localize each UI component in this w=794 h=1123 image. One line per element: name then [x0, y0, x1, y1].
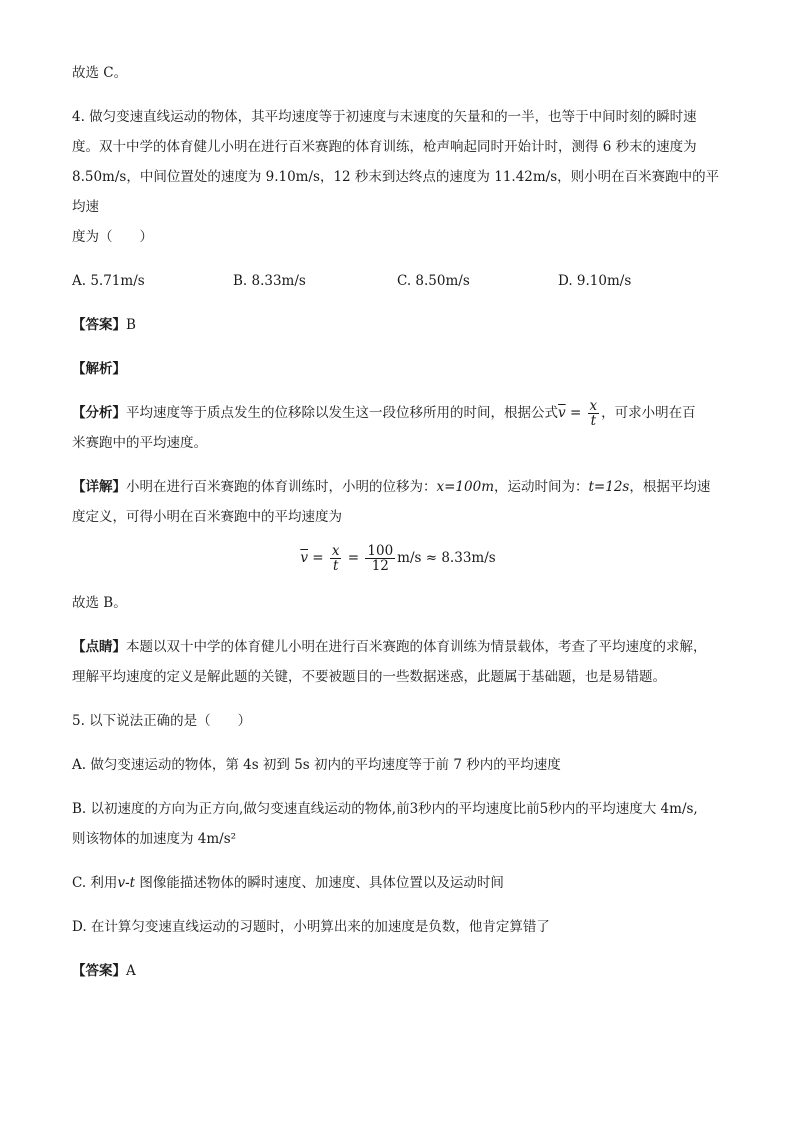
xiangjie-text2: ，运动时间为： — [494, 479, 589, 495]
formula-v: $\overline{v}$ — [300, 550, 308, 566]
fraction-100: 100 — [367, 543, 394, 559]
fenxi-text1: 平均速度等于质点发生的位移除以发生这一段位移所用的时间，根据公式 — [126, 405, 558, 421]
xiangjie-line1 — [72, 472, 724, 502]
fenxi-line1 — [72, 398, 724, 428]
fraction-denominator: t — [590, 413, 597, 429]
q5-option-b-line1: B. 以初速度的方向为正方向,做匀变速直线运动的物体,前3秒内的平均速度比前5秒内的平均速度大 4m/s, — [72, 801, 698, 817]
q4-options — [72, 266, 724, 296]
fenxi-line2: 米赛跑中的平均速度。 — [72, 435, 207, 451]
answer-label: 【答案】 — [72, 317, 126, 333]
q4-conclusion: 故选 B。 — [72, 595, 127, 611]
formula-fraction-numbers — [365, 544, 395, 573]
xiangjie-label: 【详解】 — [72, 479, 126, 495]
q4-option-d: D. 9.10m/s — [558, 273, 632, 289]
xiangjie-line2: 度定义，可得小明在百米赛跑中的平均速度为 — [72, 509, 342, 525]
previous-conclusion: 故选 C。 — [72, 65, 128, 81]
formula-inline-eq: = — [569, 405, 582, 421]
q4-option-b: B. 8.33m/s — [233, 273, 306, 289]
q5-option-b-line2: 则该物体的加速度为 4m/s² — [72, 831, 237, 847]
q5-answer-value: A — [126, 963, 136, 979]
question-4 — [72, 102, 724, 692]
q5-option-a: A. 做匀变速运动的物体，第 4s 初到 5s 初内的平均速度等于前 7 秒内的平均速度 — [72, 757, 561, 773]
xiangjie-text3: ，根据平均速 — [629, 479, 711, 495]
answer-value: B — [126, 317, 136, 333]
q5-stem: 5. 以下说法正确的是（ ） — [72, 713, 252, 729]
q5-option-d: D. 在计算匀变速直线运动的习题时，小明算出来的加速度是负数，他肯定算错了 — [72, 919, 550, 935]
formula-inline-v: $\overline{v}$ — [558, 405, 566, 421]
dianjing-text1: 本题以双十中学的体育健儿小明在进行百米赛跑的体育训练为情景载体，考查了平均速度的求解， — [126, 639, 707, 655]
fenxi-label: 【分析】 — [72, 405, 126, 421]
formula-eq2: = — [347, 550, 360, 566]
formula-fraction-xt — [330, 544, 342, 573]
q5-answer — [72, 956, 724, 986]
fraction-12: 12 — [371, 558, 389, 574]
dianjing-label: 【点睛】 — [72, 639, 126, 655]
analysis-heading: 【解析】 — [72, 361, 126, 377]
fraction-t: t — [332, 558, 339, 574]
q5-option-c-pre: C. 利用 — [72, 875, 118, 891]
formula-result: m/s ≈ 8.33m/s — [397, 550, 496, 566]
formula-inline-fraction — [588, 399, 600, 428]
displacement-value: x=100m — [436, 479, 494, 495]
q4-stem-line2: 度。双十中学的体育健儿小明在进行百米赛跑的体育训练，枪声响起同时开始计时，测得 6 秒末的速度为 — [72, 139, 697, 155]
q4-option-c: C. 8.50m/s — [397, 273, 470, 289]
document-page — [72, 58, 724, 986]
fraction-numerator: x — [589, 398, 598, 414]
q5-answer-label: 【答案】 — [72, 963, 126, 979]
xiangjie-text1: 小明在进行百米赛跑的体育训练时，小明的位移为： — [126, 479, 437, 495]
question-5 — [72, 706, 724, 986]
q5-option-c-post: 图像能描述物体的瞬时速度、加速度、具体位置以及运动时间 — [135, 875, 504, 891]
time-value: t=12s — [588, 479, 630, 495]
q4-answer — [72, 310, 724, 340]
q4-stem-line3: 8.50m/s，中间位置处的速度为 9.10m/s，12 秒末到达终点的速度为 11.42m/s，则小明在百米赛跑中的平均速 — [72, 169, 720, 215]
q5-option-c-vt: v-t — [117, 875, 136, 891]
fenxi-text2: ，可求小明在百 — [601, 405, 696, 421]
q4-option-a: A. 5.71m/s — [72, 273, 145, 289]
q4-stem-line1: 4. 做匀变速直线运动的物体，其平均速度等于初速度与末速度的矢量和的一半，也等于中间时刻的瞬时速 — [72, 109, 697, 125]
dianjing-line2: 理解平均速度的定义是解此题的关键，不要被题目的一些数据迷惑，此题属于基础题，也是易错题。 — [72, 669, 666, 685]
q5-option-c — [72, 868, 724, 898]
dianjing-line1 — [72, 632, 724, 662]
fraction-x: x — [331, 543, 340, 559]
formula-eq1: = — [312, 550, 324, 566]
q4-stem-line4: 度为（ ） — [72, 229, 153, 245]
average-velocity-formula — [72, 538, 724, 578]
